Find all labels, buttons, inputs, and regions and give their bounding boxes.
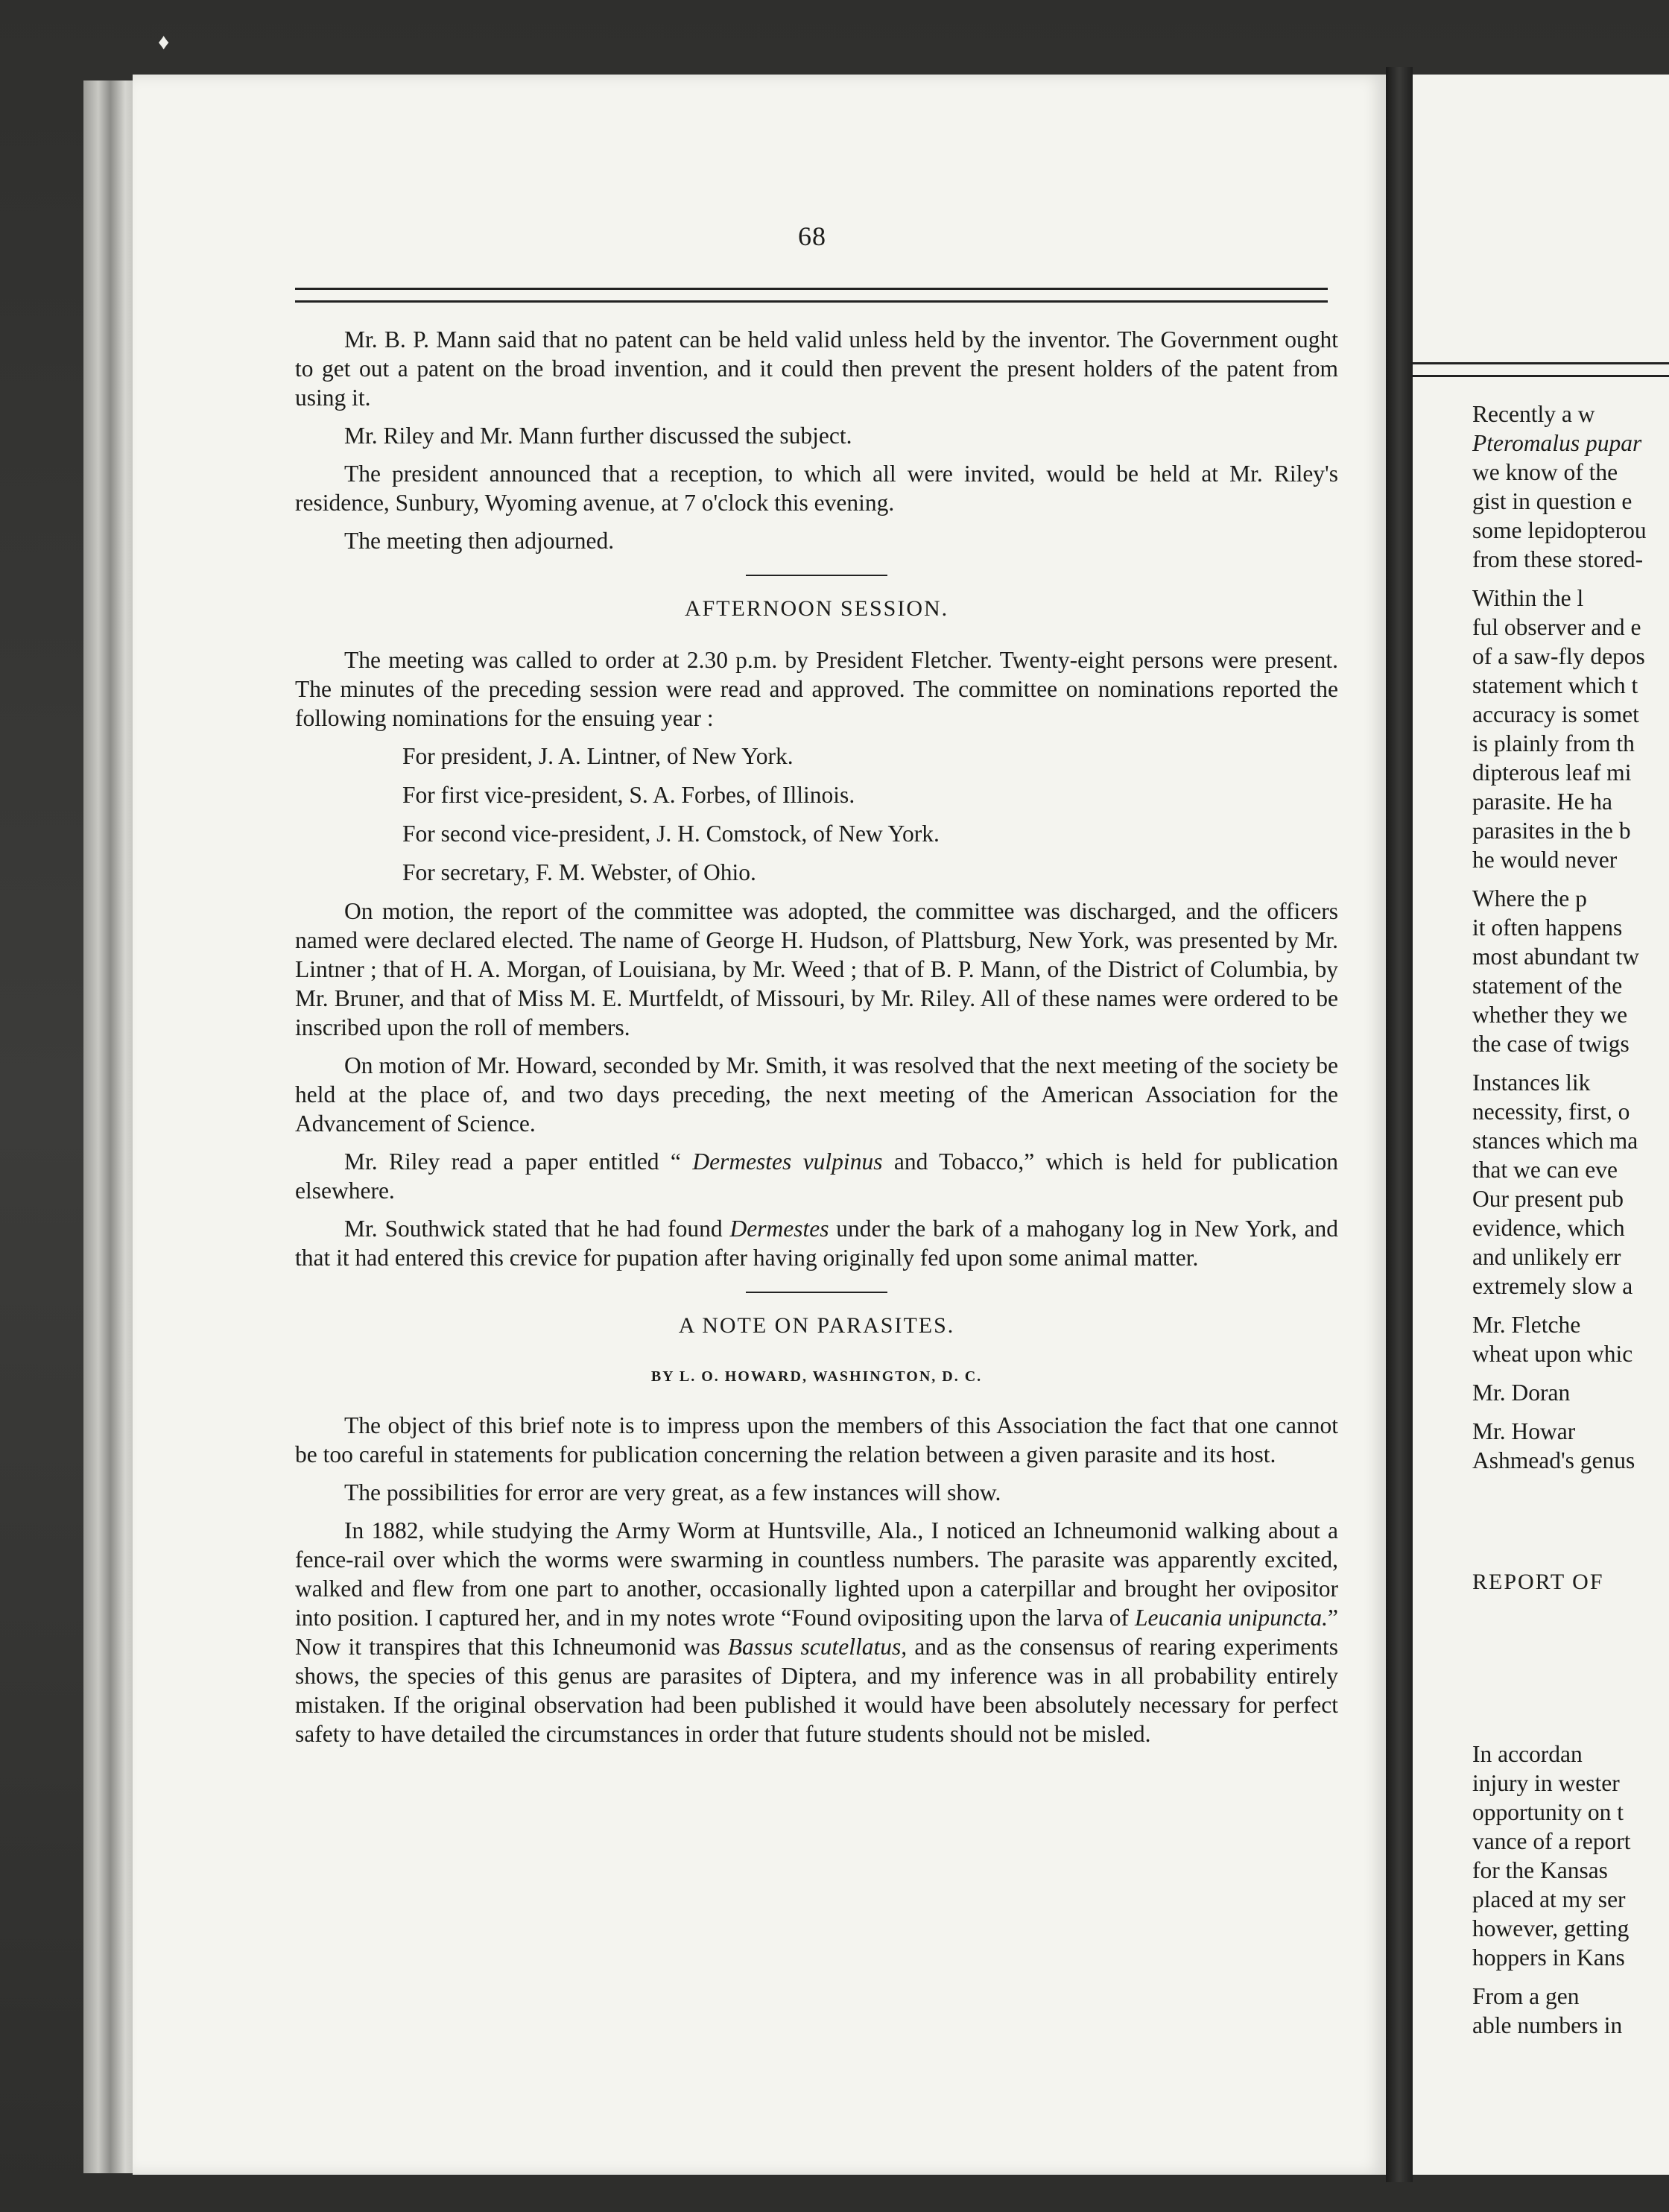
paragraph-gap bbox=[1472, 1972, 1669, 1982]
text-line: In accordan bbox=[1472, 1741, 1583, 1767]
right-page bbox=[1413, 75, 1669, 2175]
paragraph-gap bbox=[1472, 574, 1669, 584]
book-gutter bbox=[1386, 67, 1413, 2182]
paragraph-gap bbox=[1472, 1368, 1669, 1378]
text-line: some lepidopterou bbox=[1472, 517, 1647, 543]
text-line: opportunity on t bbox=[1472, 1799, 1624, 1825]
text-span: Mr. Southwick stated that he had found bbox=[344, 1216, 730, 1242]
paragraph-southwick bbox=[295, 1214, 1338, 1272]
text-line: accuracy is somet bbox=[1472, 701, 1639, 727]
text-line: Where the p bbox=[1472, 885, 1587, 911]
afternoon-session-heading: AFTERNOON SESSION. bbox=[684, 596, 949, 621]
paragraph-note-possibilities: The possibilities for error are very great, as a few instances will show. bbox=[344, 1479, 1001, 1505]
report-heading: REPORT OF bbox=[1472, 1570, 1604, 1594]
text-line: it often happens bbox=[1472, 914, 1623, 941]
text-line: parasite. He ha bbox=[1472, 789, 1613, 815]
text-line: Mr. Fletche bbox=[1472, 1312, 1581, 1338]
nomination-item: For second vice-president, J. H. Comstock, of New York. bbox=[402, 821, 940, 847]
text-line: wheat upon whic bbox=[1472, 1341, 1633, 1367]
text-line: dipterous leaf mi bbox=[1472, 759, 1632, 786]
text-line: Mr. Howar bbox=[1472, 1418, 1576, 1444]
paragraph-gap bbox=[1472, 1301, 1669, 1310]
text-span: under the bark of a mahogany log in New York, and that it had entered this crevice for pupation after having originally fed upon some animal matter. bbox=[295, 1216, 1338, 1271]
text-line: From a gen bbox=[1472, 1983, 1580, 2009]
text-span: ” Now it transpires that this Ichneumonid was bbox=[295, 1605, 1338, 1660]
text-line: the case of twigs bbox=[1472, 1031, 1630, 1057]
paragraph-riley-paper bbox=[295, 1147, 1338, 1205]
text-line: evidence, which bbox=[1472, 1215, 1625, 1241]
text-line: is plainly from th bbox=[1472, 730, 1635, 756]
nomination-item: For secretary, F. M. Webster, of Ohio. bbox=[402, 859, 756, 885]
text-line: vance of a report bbox=[1472, 1828, 1631, 1854]
text-line: most abundant tw bbox=[1472, 944, 1639, 970]
section-divider bbox=[746, 1292, 887, 1293]
text-line: of a saw-fly depos bbox=[1472, 643, 1645, 669]
text-line: ful observer and e bbox=[1472, 614, 1641, 640]
genus-name: Dermestes bbox=[729, 1216, 829, 1242]
scan-mark-icon: ♦ bbox=[158, 30, 170, 54]
text-line: parasites in the b bbox=[1472, 818, 1631, 844]
paragraph-howard-motion: On motion of Mr. Howard, seconded by Mr. Smith, it was resolved that the next meeting of the society be held at the place of, and two days preceding, the next meeting of the American Association for the Advancement of Science. bbox=[295, 1052, 1338, 1137]
text-line: hoppers in Kans bbox=[1472, 1944, 1625, 1971]
text-line: necessity, first, o bbox=[1472, 1099, 1630, 1125]
paragraph-gap bbox=[1472, 874, 1669, 884]
text-line: placed at my ser bbox=[1472, 1886, 1626, 1912]
paragraph-note-object: The object of this brief note is to impress upon the members of this Association the fact that one cannot be too careful in statements for publication concerning the relation between a given parasite and its host. bbox=[295, 1412, 1338, 1467]
text-line: statement which t bbox=[1472, 672, 1638, 698]
note-heading: A NOTE ON PARASITES. bbox=[678, 1313, 955, 1338]
species-name: Bassus scutellatus, bbox=[727, 1634, 908, 1660]
paragraph-note-army-worm bbox=[295, 1516, 1338, 1748]
paragraph-motion: On motion, the report of the committee was adopted, the committee was discharged, and the officers named were declared elected. The name of George H. Hudson, of Plattsburg, New York, was presented by Mr. Lintner ; that of H. A. Morgan, of Louisiana, by Mr. Weed ; that of B. P. Mann, of the District of Columbia, by Mr. Bruner, and that of Miss M. E. Murtfeldt, of Missouri, by Mr. Riley. All of these names were ordered to be inscribed upon the roll of members. bbox=[295, 898, 1338, 1040]
paragraph-gap bbox=[1472, 1058, 1669, 1068]
text-line: gist in question e bbox=[1472, 488, 1632, 514]
note-byline: BY L. O. HOWARD, WASHINGTON, D. C. bbox=[650, 1368, 983, 1385]
text-span: Mr. Riley read a paper entitled “ bbox=[344, 1148, 693, 1175]
text-line: whether they we bbox=[1472, 1002, 1628, 1028]
species-name: Leucania unipuncta. bbox=[1134, 1605, 1328, 1631]
text-line: for the Kansas bbox=[1472, 1857, 1608, 1883]
right-text-column-lower bbox=[1472, 1739, 1669, 2040]
text-line: Instances lik bbox=[1472, 1069, 1591, 1096]
left-text-column bbox=[295, 325, 1338, 1757]
text-line bbox=[1472, 429, 1669, 458]
species-name: Pteromalus pupar bbox=[1472, 430, 1642, 456]
text-line: and unlikely err bbox=[1472, 1244, 1621, 1270]
text-line: Our present pub bbox=[1472, 1186, 1624, 1212]
paragraph-gap bbox=[1472, 1407, 1669, 1417]
text-span: and Tobacco,” which is held for publication elsewhere. bbox=[295, 1148, 1338, 1204]
text-line: he would never bbox=[1472, 847, 1618, 873]
right-text-column bbox=[1472, 399, 1669, 1475]
text-line: Mr. Doran bbox=[1472, 1380, 1571, 1406]
text-line: Recently a w bbox=[1472, 401, 1595, 427]
text-line: stances which ma bbox=[1472, 1128, 1638, 1154]
text-line: Ashmead's genus bbox=[1472, 1447, 1635, 1473]
paragraph-riley-mann: Mr. Riley and Mr. Mann further discussed the subject. bbox=[344, 423, 852, 449]
paragraph-mann-patent: Mr. B. P. Mann said that no patent can be held valid unless held by the inventor. The Government ought to get out a patent on the broad invention, and it could then prevent the present holders of the patent from using it. bbox=[295, 326, 1338, 411]
header-double-rule bbox=[295, 288, 1328, 303]
text-line: Within the l bbox=[1472, 585, 1584, 611]
paragraph-adjourned: The meeting then adjourned. bbox=[344, 528, 615, 554]
text-span: In 1882, while studying the Army Worm at Huntsville, Ala., I noticed an Ichneumonid walking about a fence-rail over which the worms were swarming in countless numbers. The parasite was apparently excited, walked and flew from one part to another, occasionally lighted upon a caterpillar and brought her ovipositor into position. I captured her, and in my notes wrote “Found ovipositing upon the larva of bbox=[295, 1517, 1338, 1631]
text-line: statement of the bbox=[1472, 973, 1623, 999]
text-line: that we can eve bbox=[1472, 1157, 1618, 1183]
nomination-item: For first vice-president, S. A. Forbes, of Illinois. bbox=[402, 782, 855, 808]
paragraph-afternoon-intro: The meeting was called to order at 2.30 p.m. by President Fletcher. Twenty-eight persons were present. The minutes of the preceding session were read and approved. The committee on nominations reported the following nominations for the ensuing year : bbox=[295, 647, 1338, 731]
nomination-item: For president, J. A. Lintner, of New York. bbox=[402, 743, 794, 769]
text-line: from these stored- bbox=[1472, 546, 1644, 572]
paragraph-reception: The president announced that a reception, to which all were invited, would be held at Mr. Riley's residence, Sunbury, Wyoming avenue, at 7 o'clock this evening. bbox=[295, 461, 1338, 516]
text-line: however, getting bbox=[1472, 1915, 1630, 1941]
page-number: 68 bbox=[798, 221, 826, 251]
text-line: able numbers in bbox=[1472, 2012, 1623, 2038]
text-line: injury in wester bbox=[1472, 1770, 1620, 1796]
species-name: Dermestes vulpinus bbox=[692, 1148, 883, 1175]
text-span: and as the consensus of rearing experiments shows, the species of this genus are parasites of Diptera, and my inference was in all probability entirely mistaken. If the original observation had been published it would have been absolutely necessary for perfect safety to have detailed the circumstances in order that future students should not be misled. bbox=[295, 1634, 1338, 1747]
header-double-rule bbox=[1413, 362, 1669, 377]
text-line: extremely slow a bbox=[1472, 1273, 1633, 1299]
section-divider bbox=[746, 575, 887, 576]
text-line: we know of the bbox=[1472, 459, 1618, 485]
nominations-list bbox=[295, 742, 1338, 887]
